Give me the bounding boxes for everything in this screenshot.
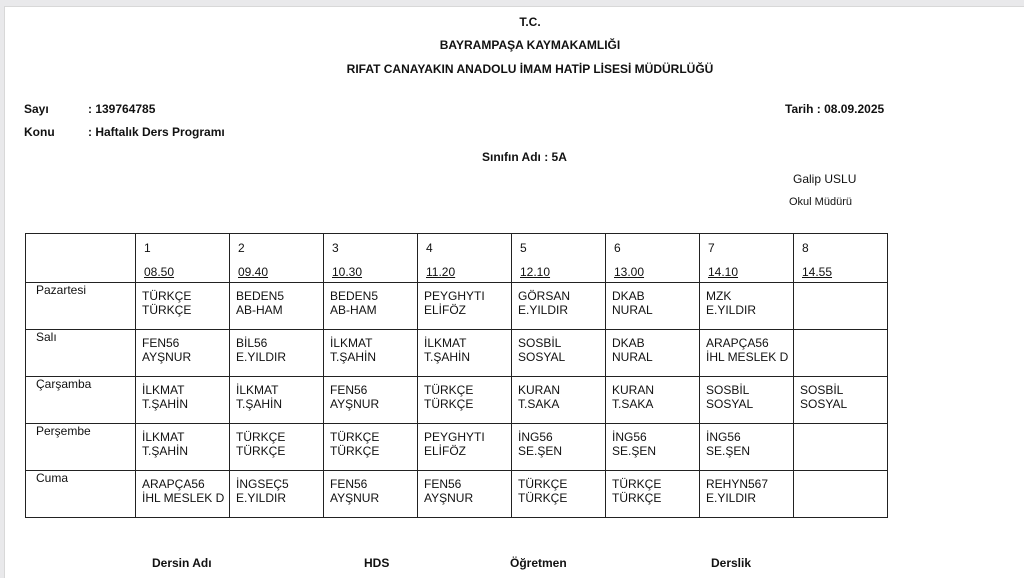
lesson-cell-content	[418, 377, 511, 411]
lesson-teacher: TÜRKÇE	[424, 397, 474, 411]
lesson-cell	[230, 424, 324, 471]
lesson-cell-content	[794, 377, 887, 411]
lesson-course: TÜRKÇE	[236, 430, 286, 444]
lesson-cell	[230, 283, 324, 330]
lesson-teacher: TÜRKÇE	[142, 303, 192, 317]
period-header-cell	[324, 234, 418, 283]
lesson-course: FEN56	[330, 477, 368, 491]
lesson-teacher: İHL MESLEK D	[706, 350, 789, 364]
lesson-cell-content	[606, 471, 699, 505]
lesson-cell	[606, 471, 700, 518]
lesson-teacher: T.ŞAHİN	[142, 397, 189, 411]
period-header-cell	[230, 234, 324, 283]
lesson-teacher: SE.ŞEN	[706, 444, 751, 458]
lesson-teacher: T.ŞAHİN	[236, 397, 283, 411]
period-number: 6	[614, 241, 621, 255]
lesson-cell-content	[512, 471, 605, 505]
lesson-cell-content	[230, 424, 323, 458]
lesson-course: BİL56	[236, 336, 268, 350]
period-number: 7	[708, 241, 715, 255]
lesson-teacher: NURAL	[612, 350, 653, 364]
schedule-table	[25, 233, 888, 518]
lesson-cell-content	[700, 330, 793, 364]
lesson-course: BEDEN5	[236, 289, 285, 303]
lesson-cell	[700, 283, 794, 330]
lesson-cell	[230, 471, 324, 518]
lesson-cell	[324, 424, 418, 471]
lesson-cell	[606, 424, 700, 471]
lesson-cell	[418, 471, 512, 518]
lesson-teacher: ELİFÖZ	[424, 303, 467, 317]
period-header-cell	[512, 234, 606, 283]
period-header-cell	[700, 234, 794, 283]
footer-derslik: Derslik	[711, 556, 752, 570]
lesson-cell	[418, 283, 512, 330]
lesson-cell	[136, 283, 230, 330]
lesson-cell	[136, 330, 230, 377]
lesson-cell-content	[136, 330, 229, 364]
lesson-course: FEN56	[424, 477, 462, 491]
lesson-cell-content	[230, 283, 323, 317]
schedule-day-row	[26, 377, 888, 424]
lesson-cell	[418, 377, 512, 424]
lesson-course: PEYGHYTI	[424, 430, 485, 444]
lesson-course: ARAPÇA56	[706, 336, 769, 350]
lesson-teacher: TÜRKÇE	[612, 491, 662, 505]
lesson-teacher: AYŞNUR	[424, 491, 474, 505]
schedule-corner-cell	[26, 234, 136, 283]
day-name-cell: Salı	[26, 330, 136, 377]
lesson-teacher: AB-HAM	[236, 303, 283, 317]
period-time: 12.10	[520, 265, 551, 279]
lesson-cell	[794, 283, 888, 330]
lesson-cell	[512, 377, 606, 424]
lesson-cell	[230, 377, 324, 424]
lesson-teacher: SE.ŞEN	[518, 444, 563, 458]
lesson-teacher: SOSYAL	[706, 397, 754, 411]
period-time: 14.10	[708, 265, 739, 279]
lesson-teacher: T.ŞAHİN	[142, 444, 189, 458]
schedule-day-row	[26, 330, 888, 377]
lesson-cell-content	[136, 424, 229, 458]
lesson-cell-content	[606, 330, 699, 364]
lesson-teacher: TÜRKÇE	[236, 444, 286, 458]
day-name-cell: Pazartesi	[26, 283, 136, 330]
lesson-cell	[512, 471, 606, 518]
period-number: 2	[238, 241, 245, 255]
header-line-2: BAYRAMPAŞA KAYMAKAMLIĞI	[439, 38, 621, 52]
period-time-wrap	[230, 255, 323, 279]
lesson-cell	[512, 283, 606, 330]
period-time-wrap	[606, 255, 699, 279]
lesson-cell-content	[136, 283, 229, 317]
lesson-teacher: AYŞNUR	[142, 350, 192, 364]
lesson-cell	[606, 377, 700, 424]
lesson-course: PEYGHYTI	[424, 289, 485, 303]
period-header-cell	[606, 234, 700, 283]
lesson-cell-content	[324, 471, 417, 505]
mudur-name: Galip USLU	[793, 172, 857, 186]
lesson-cell-content	[512, 330, 605, 364]
period-header-cell	[794, 234, 888, 283]
lesson-cell	[606, 330, 700, 377]
lesson-cell-content	[136, 377, 229, 411]
sayi-value: : 139764785	[88, 102, 156, 116]
lesson-cell-content	[700, 471, 793, 505]
lesson-course: TÜRKÇE	[518, 477, 568, 491]
konu-label: Konu	[24, 125, 55, 139]
period-time-wrap	[418, 255, 511, 279]
lesson-cell-content	[324, 424, 417, 458]
lesson-cell-content	[230, 471, 323, 505]
day-name-cell: Cuma	[26, 471, 136, 518]
header-line-1: T.C.	[519, 15, 541, 29]
lesson-cell	[230, 330, 324, 377]
lesson-course: SOSBİL	[706, 383, 750, 397]
lesson-cell	[794, 424, 888, 471]
period-header-cell	[418, 234, 512, 283]
lesson-teacher: NURAL	[612, 303, 653, 317]
lesson-cell	[512, 424, 606, 471]
lesson-cell	[700, 377, 794, 424]
lesson-teacher: İHL MESLEK D	[142, 491, 225, 505]
document-page	[4, 6, 1024, 578]
lesson-course: İLKMAT	[424, 336, 467, 350]
lesson-course: İNGSEÇ5	[236, 477, 289, 491]
lesson-cell	[136, 424, 230, 471]
period-time: 08.50	[144, 265, 175, 279]
lesson-course: İNG56	[612, 430, 647, 444]
lesson-teacher: T.ŞAHİN	[330, 350, 377, 364]
lesson-cell-content	[512, 377, 605, 411]
lesson-course: MZK	[706, 289, 732, 303]
lesson-teacher: E.YILDIR	[706, 491, 757, 505]
period-number: 5	[520, 241, 527, 255]
lesson-cell	[324, 330, 418, 377]
schedule-header-row	[26, 234, 888, 283]
lesson-teacher: AB-HAM	[330, 303, 377, 317]
schedule-day-row	[26, 471, 888, 518]
period-time: 10.30	[332, 265, 363, 279]
lesson-teacher: E.YILDIR	[236, 350, 287, 364]
lesson-teacher: AYŞNUR	[330, 491, 380, 505]
lesson-cell	[794, 471, 888, 518]
lesson-cell-content	[606, 424, 699, 458]
period-number: 4	[426, 241, 433, 255]
lesson-cell-content	[794, 471, 887, 477]
lesson-teacher: SOSYAL	[800, 397, 848, 411]
lesson-cell-content	[324, 283, 417, 317]
lesson-course: İNG56	[518, 430, 553, 444]
lesson-cell-content	[418, 424, 511, 458]
lesson-cell-content	[512, 424, 605, 458]
lesson-cell-content	[418, 283, 511, 317]
konu-value: : Haftalık Ders Programı	[88, 125, 225, 139]
lesson-course: TÜRKÇE	[424, 383, 474, 397]
period-time-wrap	[136, 255, 229, 279]
lesson-course: FEN56	[330, 383, 368, 397]
period-time: 11.20	[426, 265, 456, 279]
period-time-wrap	[324, 255, 417, 279]
lesson-cell	[700, 471, 794, 518]
lesson-cell-content	[324, 377, 417, 411]
lesson-course: BEDEN5	[330, 289, 379, 303]
lesson-cell	[324, 377, 418, 424]
lesson-teacher: AYŞNUR	[330, 397, 380, 411]
lesson-course: TÜRKÇE	[330, 430, 380, 444]
lesson-teacher: T.ŞAHİN	[424, 350, 471, 364]
lesson-teacher: E.YILDIR	[706, 303, 757, 317]
lesson-course: TÜRKÇE	[612, 477, 662, 491]
sayi-label: Sayı	[24, 102, 49, 116]
lesson-cell-content	[418, 471, 511, 505]
lesson-cell	[324, 471, 418, 518]
period-time-wrap	[512, 255, 605, 279]
lesson-teacher: SOSYAL	[518, 350, 566, 364]
lesson-cell-content	[230, 377, 323, 411]
lesson-cell-content	[230, 330, 323, 364]
lesson-course: DKAB	[612, 336, 645, 350]
period-time-wrap	[700, 255, 793, 279]
lesson-cell-content	[700, 424, 793, 458]
lesson-course: FEN56	[142, 336, 180, 350]
lesson-course: İLKMAT	[142, 383, 185, 397]
lesson-teacher: ELİFÖZ	[424, 444, 467, 458]
lesson-course: TÜRKÇE	[142, 289, 192, 303]
header-line-3: RIFAT CANAYAKIN ANADOLU İMAM HATİP LİSESİ MÜDÜRLÜĞÜ	[346, 62, 714, 76]
lesson-cell-content	[512, 283, 605, 317]
sinif-adi: Sınıfın Adı : 5A	[482, 150, 567, 164]
footer-dersin-adi: Dersin Adı	[152, 556, 212, 570]
lesson-cell-content	[794, 424, 887, 430]
lesson-cell-content	[606, 377, 699, 411]
lesson-cell	[794, 330, 888, 377]
period-number: 3	[332, 241, 339, 255]
footer-ogretmen: Öğretmen	[510, 556, 567, 570]
lesson-teacher: E.YILDIR	[518, 303, 569, 317]
lesson-course: İLKMAT	[142, 430, 185, 444]
lesson-course: İNG56	[706, 430, 741, 444]
lesson-teacher: TÜRKÇE	[518, 491, 568, 505]
lesson-teacher: T.SAKA	[612, 397, 654, 411]
lesson-cell-content	[700, 377, 793, 411]
lesson-cell	[700, 424, 794, 471]
tarih: Tarih : 08.09.2025	[785, 102, 885, 116]
period-time: 09.40	[238, 265, 269, 279]
lesson-cell-content	[418, 330, 511, 364]
lesson-cell-content	[794, 330, 887, 336]
lesson-cell	[136, 377, 230, 424]
lesson-course: KURAN	[612, 383, 655, 397]
schedule-day-row	[26, 424, 888, 471]
lesson-teacher: T.SAKA	[518, 397, 560, 411]
lesson-cell	[418, 424, 512, 471]
lesson-course: KURAN	[518, 383, 561, 397]
period-number: 8	[802, 241, 809, 255]
lesson-cell	[794, 377, 888, 424]
lesson-course: DKAB	[612, 289, 645, 303]
footer-hds: HDS	[364, 556, 390, 570]
mudur-title: Okul Müdürü	[789, 196, 852, 208]
period-time: 13.00	[614, 265, 645, 279]
lesson-course: ARAPÇA56	[142, 477, 205, 491]
lesson-cell	[136, 471, 230, 518]
lesson-cell	[324, 283, 418, 330]
day-name-cell: Çarşamba	[26, 377, 136, 424]
day-name-cell: Perşembe	[26, 424, 136, 471]
lesson-cell	[606, 283, 700, 330]
lesson-course: SOSBİL	[800, 383, 844, 397]
lesson-cell	[418, 330, 512, 377]
lesson-cell-content	[606, 283, 699, 317]
lesson-cell-content	[324, 330, 417, 364]
lesson-course: İLKMAT	[236, 383, 279, 397]
schedule-day-row	[26, 283, 888, 330]
period-time: 14.55	[802, 265, 833, 279]
lesson-teacher: TÜRKÇE	[330, 444, 380, 458]
lesson-cell	[512, 330, 606, 377]
period-time-wrap	[794, 255, 887, 279]
lesson-cell	[700, 330, 794, 377]
period-header-cell	[136, 234, 230, 283]
lesson-course: İLKMAT	[330, 336, 373, 350]
lesson-cell-content	[794, 283, 887, 289]
lesson-course: REHYN567	[706, 477, 769, 491]
lesson-cell-content	[136, 471, 229, 505]
lesson-teacher: SE.ŞEN	[612, 444, 657, 458]
lesson-teacher: E.YILDIR	[236, 491, 287, 505]
lesson-course: GÖRSAN	[518, 289, 571, 303]
lesson-cell-content	[700, 283, 793, 317]
lesson-course: SOSBİL	[518, 336, 562, 350]
period-number: 1	[144, 241, 151, 255]
